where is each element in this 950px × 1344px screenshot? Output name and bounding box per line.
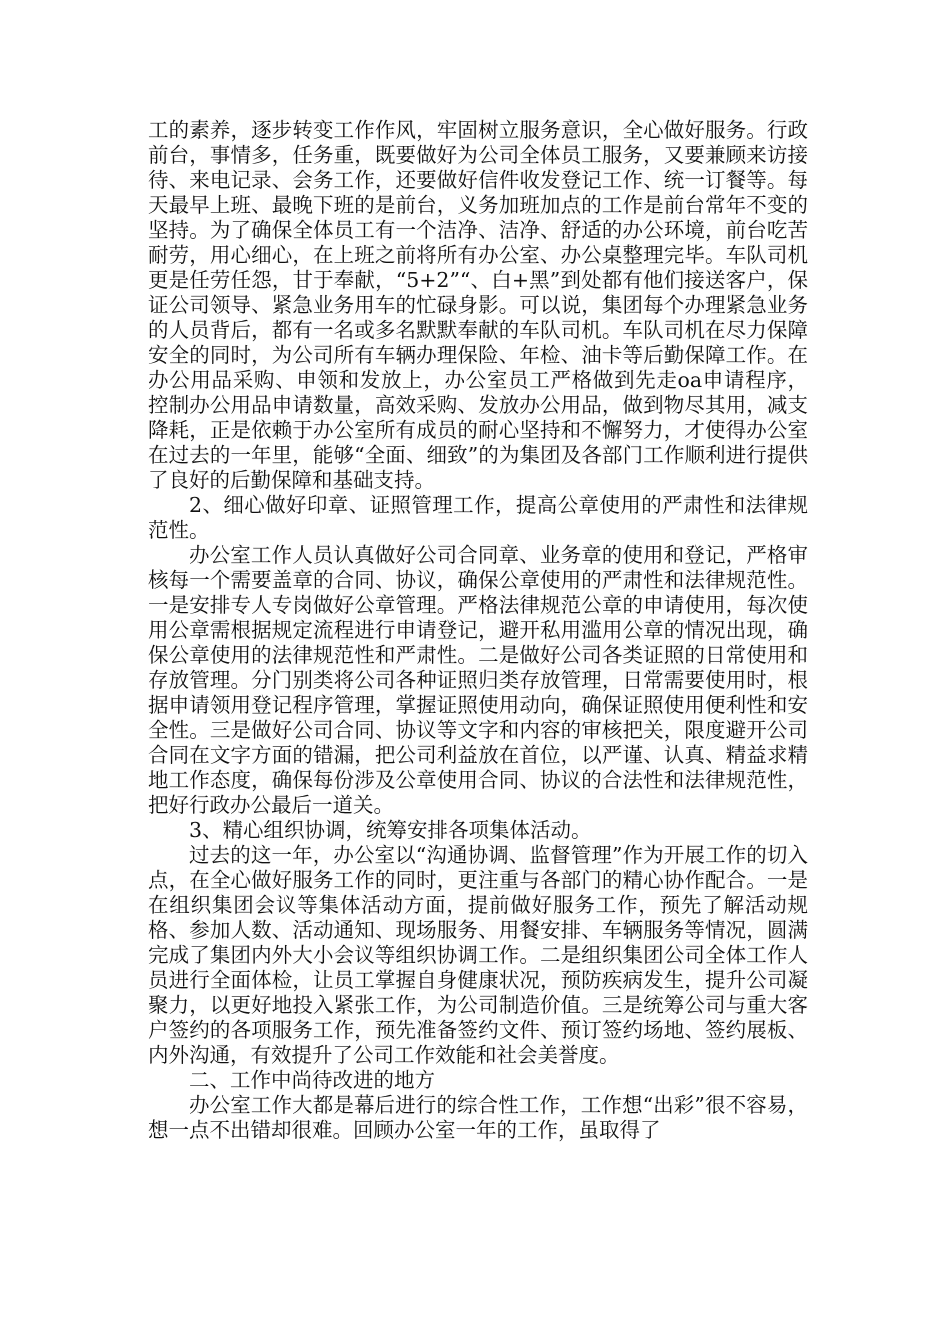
paragraph-collective-activities: 过去的这一年，办公室以“沟通协调、监督管理”作为开展工作的切入点，在全心做好服务工作的同时，更注重与各部门的精心协作配合。一是在组织集团会议等集体活动方面，提前做好服务工作，预先了解活动规格、参加人数、活动通知、现场服务、用餐安排、车辆服务等情况，圆满完成了集团内外大小会议等组织协调工作。二是组织集团公司全体工作人员进行全面体检，让员工掌握自身健康状况，预防疾病发生，提升公司凝聚力，以更好地投入紧张工作，为公司制造价值。三是统筹公司与重大客户签约的各项服务工作，预先准备签约文件、预订签约场地、签约展板、内外沟通，有效提升了公司工作效能和社会美誉度。 [148, 843, 808, 1067]
paragraph-improvements: 办公室工作大都是幕后进行的综合性工作，工作想“出彩”很不容易，想一点不出错却很难。回顾办公室一年的工作，虽取得了 [148, 1093, 808, 1142]
paragraph-service-work: 工的素养，逐步转变工作作风，牢固树立服务意识，全心做好服务。行政前台，事情多，任务重，既要做好为公司全体员工服务，又要兼顾来访接待、来电记录、会务工作，还要做好信件收发登记工作、统一订餐等。每天最早上班、最晚下班的是前台，义务加班加点的工作是前台常年不变的坚持。为了确保全体员工有一个洁净、洁净、舒适的办公环境，前台吃苦耐劳，用心细心，在上班之前将所有办公室、办公桌整理完毕。车队司机更是任劳任怨，甘于奉献，“5+2”“、白+黑”到处都有他们接送客户，保证公司领导、紧急业务用车的忙碌身影。可以说，集团每个办理紧急业务的人员背后，都有一名或多名默默奉献的车队司机。车队司机在尽力保障安全的同时，为公司所有车辆办理保险、年检、油卡等后勤保障工作。在办公用品采购、申领和发放上，办公室员工严格做到先走oa申请程序，控制办公用品申请数量，高效采购、发放办公用品，做到物尽其用，减支降耗，正是依赖于办公室所有成员的耐心坚持和不懈努力，才使得办公室在过去的一年里，能够“全面、细致”的为集团及各部门工作顺利进行提供了良好的后勤保障和基础支持。 [148, 118, 808, 492]
section-heading-seal-management: 2、细心做好印章、证照管理工作，提高公章使用的严肃性和法律规范性。 [148, 493, 808, 542]
section-heading-improvements: 二、工作中尚待改进的地方 [189, 1068, 435, 1092]
paragraph-seal-management: 办公室工作人员认真做好公司合同章、业务章的使用和登记，严格审核每一个需要盖章的合同、协议，确保公章使用的严肃性和法律规范性。一是安排专人专岗做好公章管理。严格法律规范公章的申请使用，每次使用公章需根据规定流程进行申请登记，避开私用滥用公章的情况出现，确保公章使用的法律规范性和严肃性。二是做好公司各类证照的日常使用和存放管理。分门别类将公司各种证照归类存放管理，日常需要使用时，根据申请领用登记程序管理，掌握证照使用动向，确保证照使用便利性和安全性。三是做好公司合同、协议等文字和内容的审核把关，限度避开公司合同在文字方面的错漏，把公司利益放在首位，以严谨、认真、精益求精地工作态度，确保每份涉及公章使用合同、协议的合法性和法律规范性，把好行政办公最后一道关。 [148, 543, 808, 817]
section-heading-collective-activities: 3、精心组织协调，统筹安排各项集体活动。 [189, 818, 592, 842]
document-body [148, 118, 808, 1143]
